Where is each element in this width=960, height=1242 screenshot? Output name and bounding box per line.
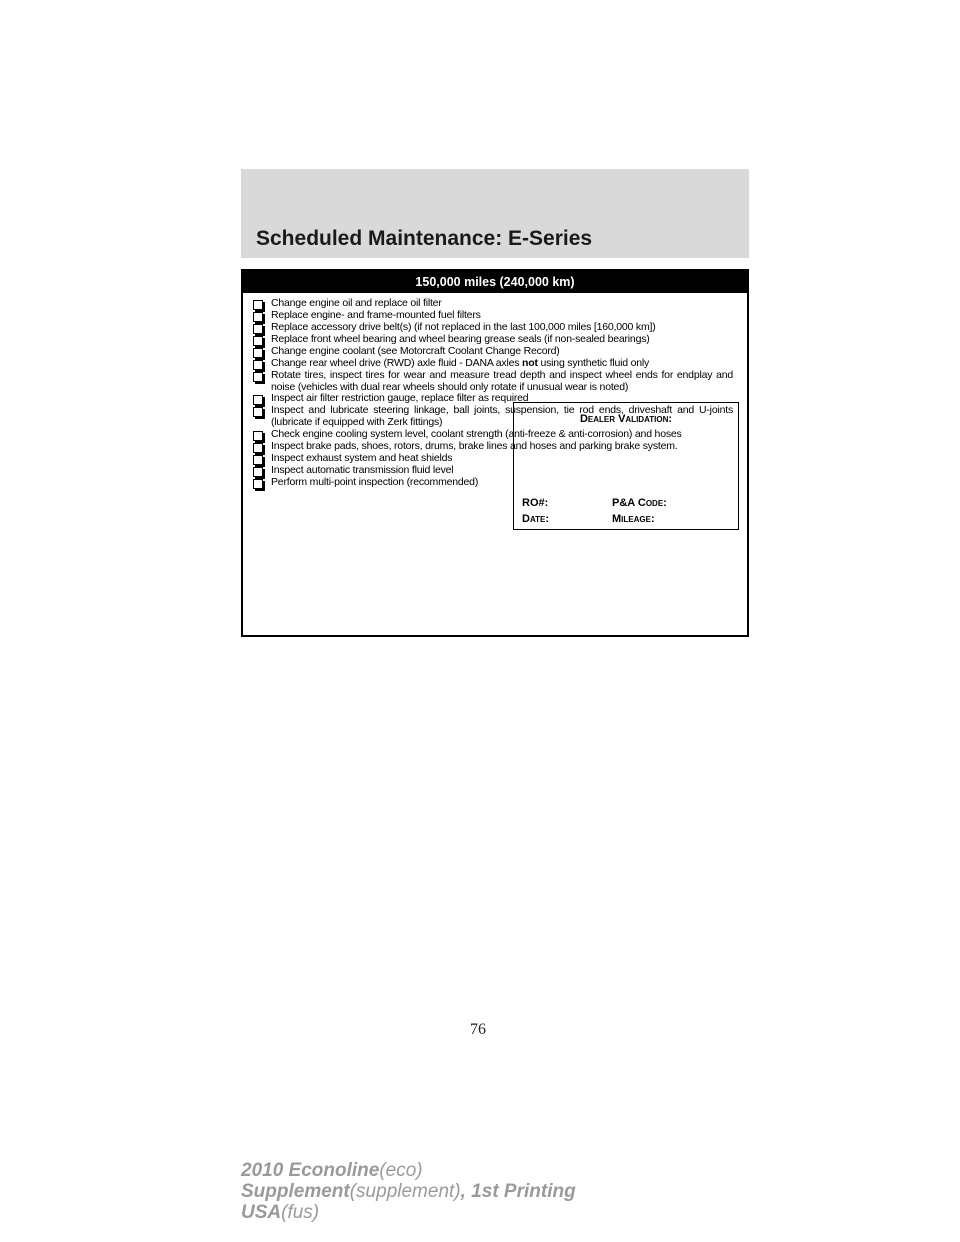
checkbox-icon[interactable] bbox=[253, 479, 263, 489]
footer-market-code: (fus) bbox=[281, 1202, 320, 1223]
checkbox-icon[interactable] bbox=[253, 455, 263, 465]
page-number: 76 bbox=[470, 1021, 486, 1038]
page-title: Scheduled Maintenance: E-Series bbox=[256, 227, 593, 250]
checkbox-icon[interactable] bbox=[253, 395, 263, 405]
task-item bbox=[253, 370, 733, 393]
footer-model-code: (eco) bbox=[379, 1160, 423, 1181]
checkbox-icon[interactable] bbox=[253, 336, 263, 346]
checkbox-icon[interactable] bbox=[253, 443, 263, 453]
checkbox-icon[interactable] bbox=[253, 467, 263, 477]
task-text-main: Change rear wheel drive (RWD) axle fluid - DANA axles bbox=[271, 357, 520, 369]
footer-printing: , 1st Printing bbox=[460, 1181, 576, 1202]
task-text: Inspect air filter restriction gauge, replace filter as required bbox=[271, 392, 529, 405]
checkbox-icon[interactable] bbox=[253, 431, 263, 441]
task-text: Inspect automatic transmission fluid level bbox=[271, 463, 454, 476]
dealer-validation-box bbox=[513, 402, 739, 530]
header-band bbox=[241, 169, 749, 258]
task-text: Inspect and lubricate steering linkage, ball joints, suspension, tie rod ends, driveshaft and U-joints (lubricate if equipped with Zerk fittings) bbox=[271, 404, 733, 429]
checkbox-icon[interactable] bbox=[253, 300, 263, 310]
checkbox-icon[interactable] bbox=[253, 407, 263, 417]
task-text: Inspect brake pads, shoes, rotors, drums, brake lines and hoses and parking brake system. bbox=[271, 439, 678, 452]
checkbox-icon[interactable] bbox=[253, 360, 263, 370]
task-text: Inspect exhaust system and heat shields bbox=[271, 451, 453, 464]
task-text: Replace accessory drive belt(s) (if not replaced in the last 100,000 miles [160,000 km]) bbox=[271, 321, 656, 333]
task-emphasis: not bbox=[522, 357, 538, 369]
task-text-tail: using synthetic fluid only bbox=[540, 357, 650, 369]
footer-model: 2010 Econoline bbox=[241, 1160, 380, 1181]
date-field[interactable]: Date: bbox=[522, 513, 550, 525]
footer-line-model bbox=[241, 1160, 576, 1181]
checkbox-icon[interactable] bbox=[253, 324, 263, 334]
dealer-validation-title: Dealer Validation: bbox=[579, 413, 673, 425]
task-text: Change engine coolant (see Motorcraft Coolant Change Record) bbox=[271, 345, 560, 357]
footer-market: USA bbox=[241, 1202, 282, 1223]
pa-code-field[interactable]: P&A Code: bbox=[612, 497, 667, 509]
task-text bbox=[271, 358, 733, 370]
task-text: Replace engine- and frame-mounted fuel filters bbox=[271, 309, 481, 321]
footer bbox=[241, 1160, 576, 1223]
task-text: Check engine cooling system level, coolant strength (anti-freeze & anti-corrosion) and hoses bbox=[271, 427, 682, 440]
footer-line-market bbox=[241, 1202, 576, 1223]
task-text: Change engine oil and replace oil filter bbox=[271, 297, 442, 309]
footer-line-doc bbox=[241, 1181, 576, 1202]
footer-doc: Supplement bbox=[241, 1181, 350, 1202]
ro-number-field[interactable]: RO#: bbox=[522, 497, 549, 509]
task-text: Replace front wheel bearing and wheel bearing grease seals (if non-sealed bearings) bbox=[271, 333, 650, 345]
footer-doc-code: (supplement) bbox=[349, 1181, 461, 1202]
checkbox-icon[interactable] bbox=[253, 372, 263, 382]
mileage-field[interactable]: Mileage: bbox=[612, 513, 655, 525]
interval-heading: 150,000 miles (240,000 km) bbox=[243, 271, 747, 293]
task-text: Rotate tires, inspect tires for wear and measure tread depth and inspect wheel ends for endplay and noise (vehicles with dual rear wheels should only rotate if unusual wear is noted) bbox=[271, 369, 733, 393]
checkbox-icon[interactable] bbox=[253, 348, 263, 358]
checkbox-icon[interactable] bbox=[253, 312, 263, 322]
task-text: Perform multi-point inspection (recommended) bbox=[271, 475, 479, 488]
